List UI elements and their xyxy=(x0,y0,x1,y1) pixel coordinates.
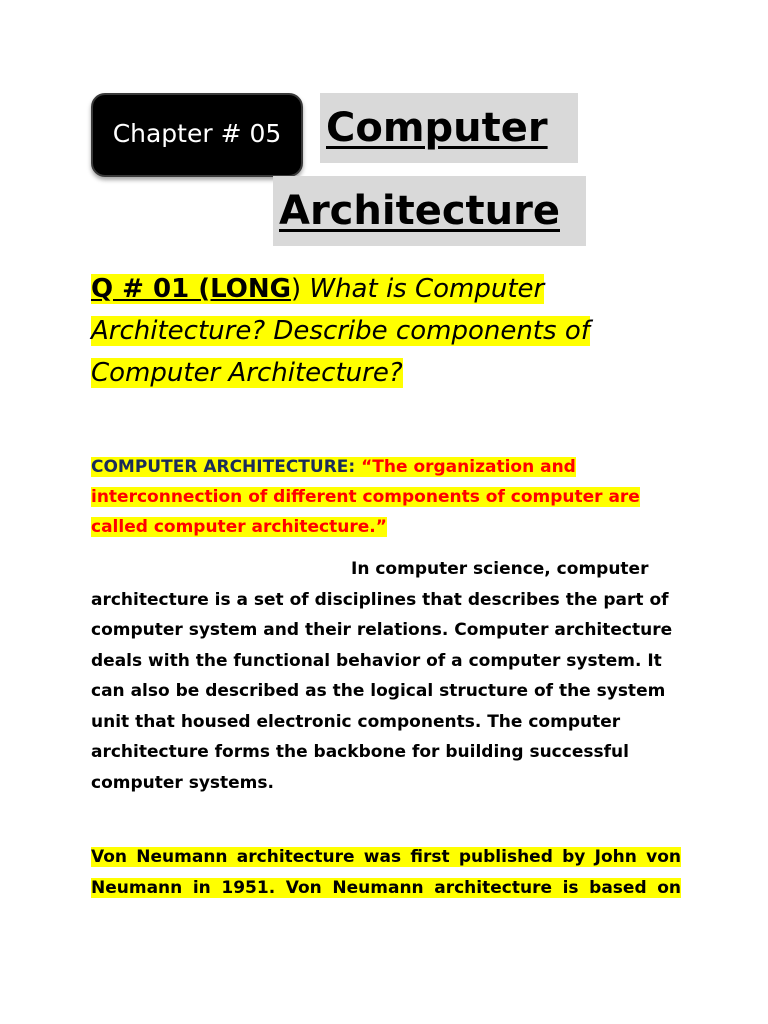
question-heading xyxy=(91,268,691,394)
chapter-title-line-2: Architecture xyxy=(273,176,586,246)
definition-term: COMPUTER ARCHITECTURE: xyxy=(91,457,356,477)
von-neumann-paragraph xyxy=(91,842,681,903)
question-label: Q # 01 (LONG xyxy=(91,274,291,304)
chapter-badge: Chapter # 05 xyxy=(91,93,303,177)
intro-paragraph: In computer science, computer architecture is a set of disciplines that describes the part of computer system and their relations. Computer architecture deals with the functional behavior of a computer system. It can also be described as the logical structure of the system unit that housed electronic components. The computer architecture forms the backbone for building successful computer systems. xyxy=(91,559,673,793)
von-neumann-text: Von Neumann architecture was first published by John von Neumann in 1951. Von Neumann architecture is based on xyxy=(91,847,681,898)
question-text: What is Computer Architecture? Describe components of Computer Architecture? xyxy=(91,274,590,388)
definition-quote: “The organization and interconnection of different components of computer are called computer architecture.” xyxy=(91,457,640,537)
question-highlight xyxy=(91,274,590,388)
definition-highlight xyxy=(91,457,640,537)
question-close-paren: ) xyxy=(290,274,302,304)
chapter-title-line-1: Computer xyxy=(320,93,578,163)
definition xyxy=(91,452,681,542)
